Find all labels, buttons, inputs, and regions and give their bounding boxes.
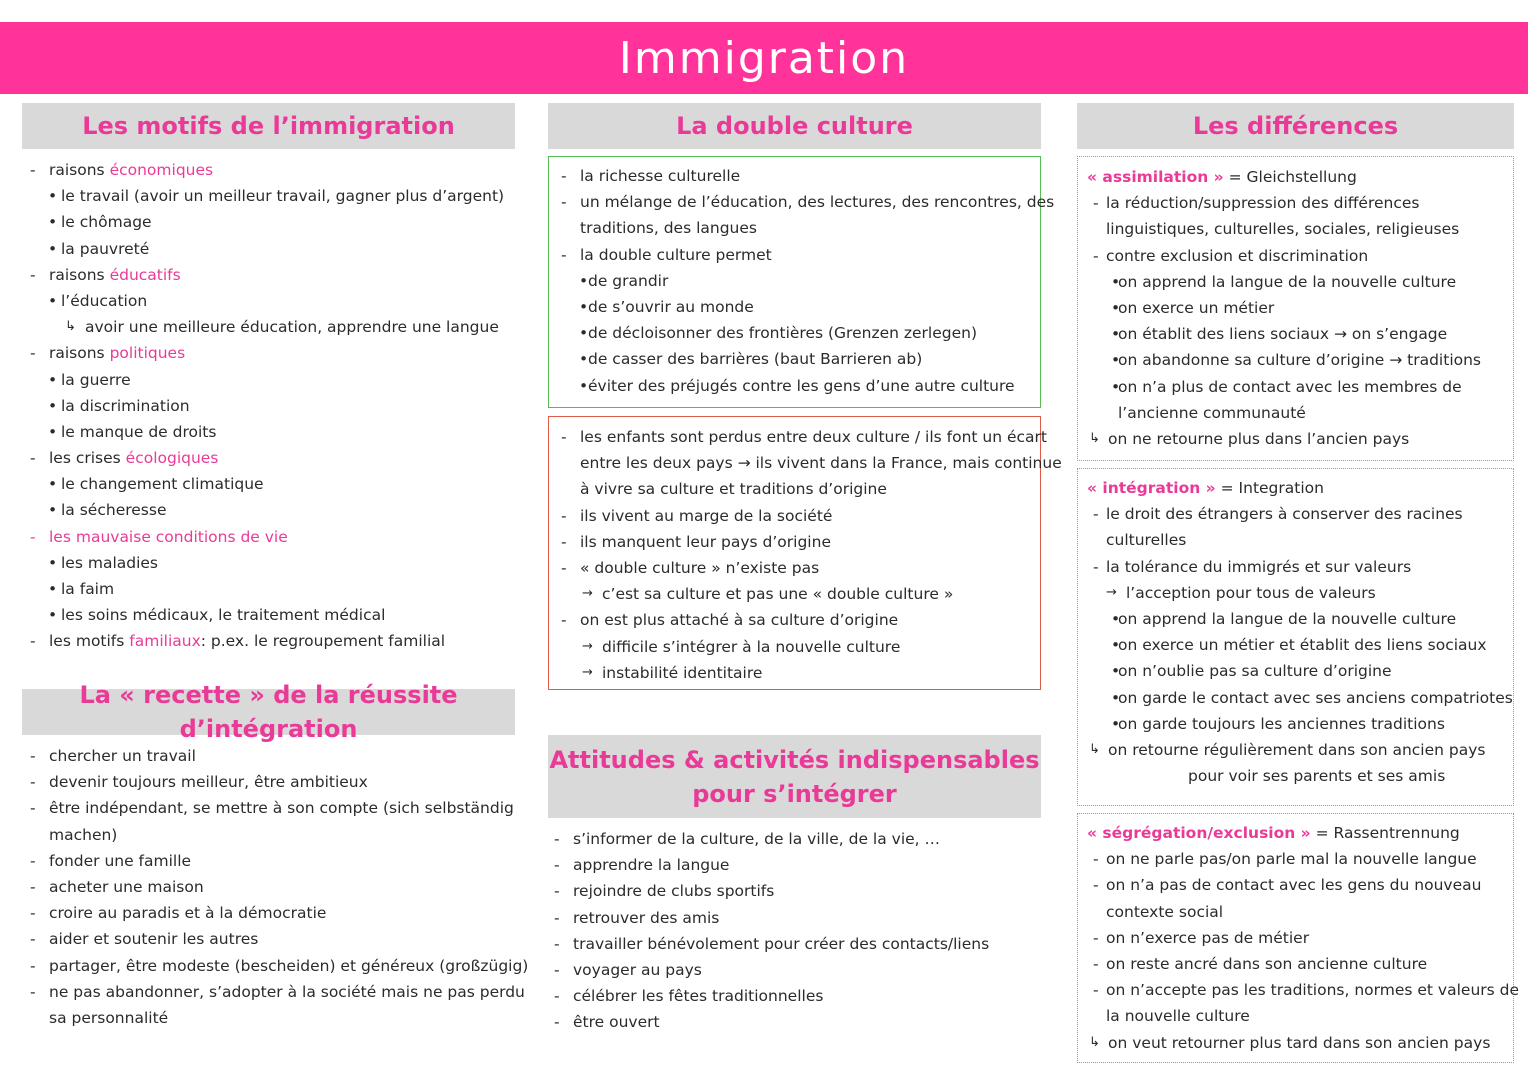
- list-item: - on ne parle pas/on parle mal la nouvelle langue: [1087, 846, 1513, 872]
- list-item: • de décloisonner des frontières (Grenzen zerlegen): [555, 320, 1040, 346]
- list-item: • la sécheresse: [24, 497, 504, 523]
- list-item-continued: contexte social: [1106, 902, 1224, 921]
- list-item: - être indépendant, se mettre à son compte (sich selbständig: [24, 795, 528, 821]
- list-item: - on est plus attaché à sa culture d’origine: [555, 607, 1040, 633]
- list-item: - croire au paradis et à la démocratie: [24, 900, 528, 926]
- list-item: • la pauvreté: [24, 236, 504, 262]
- list-item: - on n’a pas de contact avec les gens du nouveau: [1087, 872, 1513, 898]
- list-item: - un mélange de l’éducation, des lectures, des rencontres, des: [555, 189, 1040, 215]
- page-title: Immigration: [618, 32, 910, 84]
- list-item: - raisons économiques: [24, 157, 504, 183]
- list-item: • de s’ouvrir au monde: [555, 294, 1040, 320]
- list-item: - la réduction/suppression des différences: [1087, 190, 1513, 216]
- list-item: - ils manquent leur pays d’origine: [555, 529, 1040, 555]
- list-item: - acheter une maison: [24, 874, 528, 900]
- list-item-continued: à vivre sa culture et traditions d’origine: [580, 480, 887, 499]
- motifs-heading: Les motifs de l’immigration: [82, 112, 455, 140]
- list-item: • les maladies: [24, 550, 504, 576]
- list-item: • on apprend la langue de la nouvelle culture: [1087, 606, 1513, 632]
- list-item: - retrouver des amis: [548, 905, 989, 931]
- list-item: - la tolérance du immigrés et sur valeurs: [1087, 554, 1513, 580]
- double-heading: La double culture: [676, 112, 913, 140]
- list-item: - la richesse culturelle: [555, 163, 1040, 189]
- list-item: - s’informer de la culture, de la ville, de la vie, …: [548, 826, 989, 852]
- list-item-continued: pour voir ses parents et ses amis: [1188, 767, 1446, 786]
- list-item-continued: traditions, des langues: [580, 219, 757, 238]
- list-item: - rejoindre de clubs sportifs: [548, 878, 989, 904]
- list-item-continued: l’ancienne communauté: [1118, 403, 1306, 422]
- list-item-continued: culturelles: [1106, 531, 1187, 550]
- list-item: ↳ on retourne régulièrement dans son ancien pays: [1087, 737, 1513, 763]
- double-negative-box: [548, 416, 1062, 690]
- list-item: - fonder une famille: [24, 848, 528, 874]
- list-item: - « double culture » n’existe pas: [555, 555, 1040, 581]
- list-item: • éviter des préjugés contre les gens d’une autre culture: [555, 373, 1040, 399]
- list-item-continued: sa personnalité: [49, 1008, 169, 1027]
- double-positive-box: [548, 156, 1055, 408]
- list-item: - la double culture permet: [555, 242, 1040, 268]
- list-item: • on n’a plus de contact avec les membres de: [1087, 374, 1513, 400]
- list-item: - partager, être modeste (bescheiden) et généreux (großzügig): [24, 953, 528, 979]
- title-banner: [0, 22, 1528, 94]
- list-item: - raisons éducatifs: [24, 262, 504, 288]
- list-item: - les crises écologiques: [24, 445, 504, 471]
- list-item: • la guerre: [24, 367, 504, 393]
- list-item: - raisons politiques: [24, 340, 504, 366]
- list-item: - être ouvert: [548, 1009, 989, 1035]
- motifs-heading-box: [22, 103, 515, 149]
- list-item: - on n’exerce pas de métier: [1087, 925, 1513, 951]
- list-item: - on reste ancré dans son ancienne culture: [1087, 951, 1513, 977]
- list-item: • on abandonne sa culture d’origine → traditions: [1087, 347, 1513, 373]
- assimilation-box: [1077, 156, 1514, 461]
- attitudes-heading-line1: Attitudes & activités indispensables: [549, 745, 1040, 774]
- list-item: - le droit des étrangers à conserver des racines: [1087, 501, 1513, 527]
- motifs-list: [24, 157, 504, 655]
- differences-heading: Les différences: [1192, 112, 1399, 140]
- list-item: • la discrimination: [24, 393, 504, 419]
- list-item: • le manque de droits: [24, 419, 504, 445]
- list-item: → instabilité identitaire: [555, 660, 1040, 686]
- list-item: - les enfants sont perdus entre deux culture / ils font un écart: [555, 424, 1040, 450]
- list-item-continued: machen): [49, 825, 118, 844]
- attitudes-heading-box: [548, 735, 1041, 818]
- integration-box: [1077, 468, 1514, 806]
- list-item: → difficile s’intégrer à la nouvelle culture: [555, 634, 1040, 660]
- segregation-definition: « ségrégation/exclusion » = Rassentrennung: [1087, 824, 1460, 842]
- integration-definition: « intégration » = Integration: [1087, 479, 1324, 497]
- list-item: - ne pas abandonner, s’adopter à la société mais ne pas perdu: [24, 979, 528, 1005]
- list-item: - les mauvaise conditions de vie: [24, 524, 504, 550]
- recette-heading-box: [22, 681, 515, 743]
- attitudes-heading-line2: pour s’intégrer: [692, 779, 897, 808]
- list-item: • on garde toujours les anciennes traditions: [1087, 711, 1513, 737]
- attitudes-list: [548, 826, 989, 1036]
- list-item: • le changement climatique: [24, 471, 504, 497]
- list-item: • l’éducation: [24, 288, 504, 314]
- list-item: - travailler bénévolement pour créer des contacts/liens: [548, 931, 989, 957]
- double-heading-box: [548, 103, 1041, 149]
- list-item: • le chômage: [24, 209, 504, 235]
- differences-heading-box: [1077, 103, 1514, 149]
- list-item-continued: linguistiques, culturelles, sociales, religieuses: [1106, 220, 1460, 239]
- list-item: • on exerce un métier et établit des liens sociaux: [1087, 632, 1513, 658]
- list-item: - contre exclusion et discrimination: [1087, 243, 1513, 269]
- recette-heading: La « recette » de la réussite d’intégration: [79, 681, 458, 743]
- list-item: - on n’accepte pas les traditions, normes et valeurs de: [1087, 977, 1513, 1003]
- segregation-box: [1077, 813, 1520, 1063]
- list-item: - chercher un travail: [24, 743, 528, 769]
- list-item: - les motifs familiaux: p.ex. le regroupement familial: [24, 628, 504, 654]
- list-item-continued: entre les deux pays → ils vivent dans la France, mais continue: [580, 454, 1062, 473]
- list-item: • on exerce un métier: [1087, 295, 1513, 321]
- list-item: • on apprend la langue de la nouvelle culture: [1087, 269, 1513, 295]
- list-item: - devenir toujours meilleur, être ambitieux: [24, 769, 528, 795]
- list-item: → l’acception pour tous de valeurs: [1087, 580, 1513, 606]
- list-item: • on n’oublie pas sa culture d’origine: [1087, 658, 1513, 684]
- list-item: • on établit des liens sociaux → on s’engage: [1087, 321, 1513, 347]
- list-item: • de grandir: [555, 268, 1040, 294]
- list-item: • la faim: [24, 576, 504, 602]
- list-item: • le travail (avoir un meilleur travail, gagner plus d’argent): [24, 183, 504, 209]
- assimilation-definition: « assimilation » = Gleichstellung: [1087, 168, 1357, 186]
- list-item: - aider et soutenir les autres: [24, 926, 528, 952]
- list-item: • on garde le contact avec ses anciens compatriotes: [1087, 685, 1513, 711]
- list-item: - célébrer les fêtes traditionnelles: [548, 983, 989, 1009]
- list-item: ↳ avoir une meilleure éducation, apprendre une langue: [24, 314, 504, 340]
- recette-list: [24, 743, 528, 1031]
- list-item: - apprendre la langue: [548, 852, 989, 878]
- list-item: ↳ on veut retourner plus tard dans son ancien pays: [1087, 1030, 1513, 1056]
- list-item-continued: la nouvelle culture: [1106, 1007, 1250, 1026]
- list-item: → c’est sa culture et pas une « double culture »: [555, 581, 1040, 607]
- list-item: ↳ on ne retourne plus dans l’ancien pays: [1087, 426, 1513, 452]
- list-item: • de casser des barrières (baut Barrieren ab): [555, 346, 1040, 372]
- list-item: - voyager au pays: [548, 957, 989, 983]
- list-item: • les soins médicaux, le traitement médical: [24, 602, 504, 628]
- list-item: - ils vivent au marge de la société: [555, 503, 1040, 529]
